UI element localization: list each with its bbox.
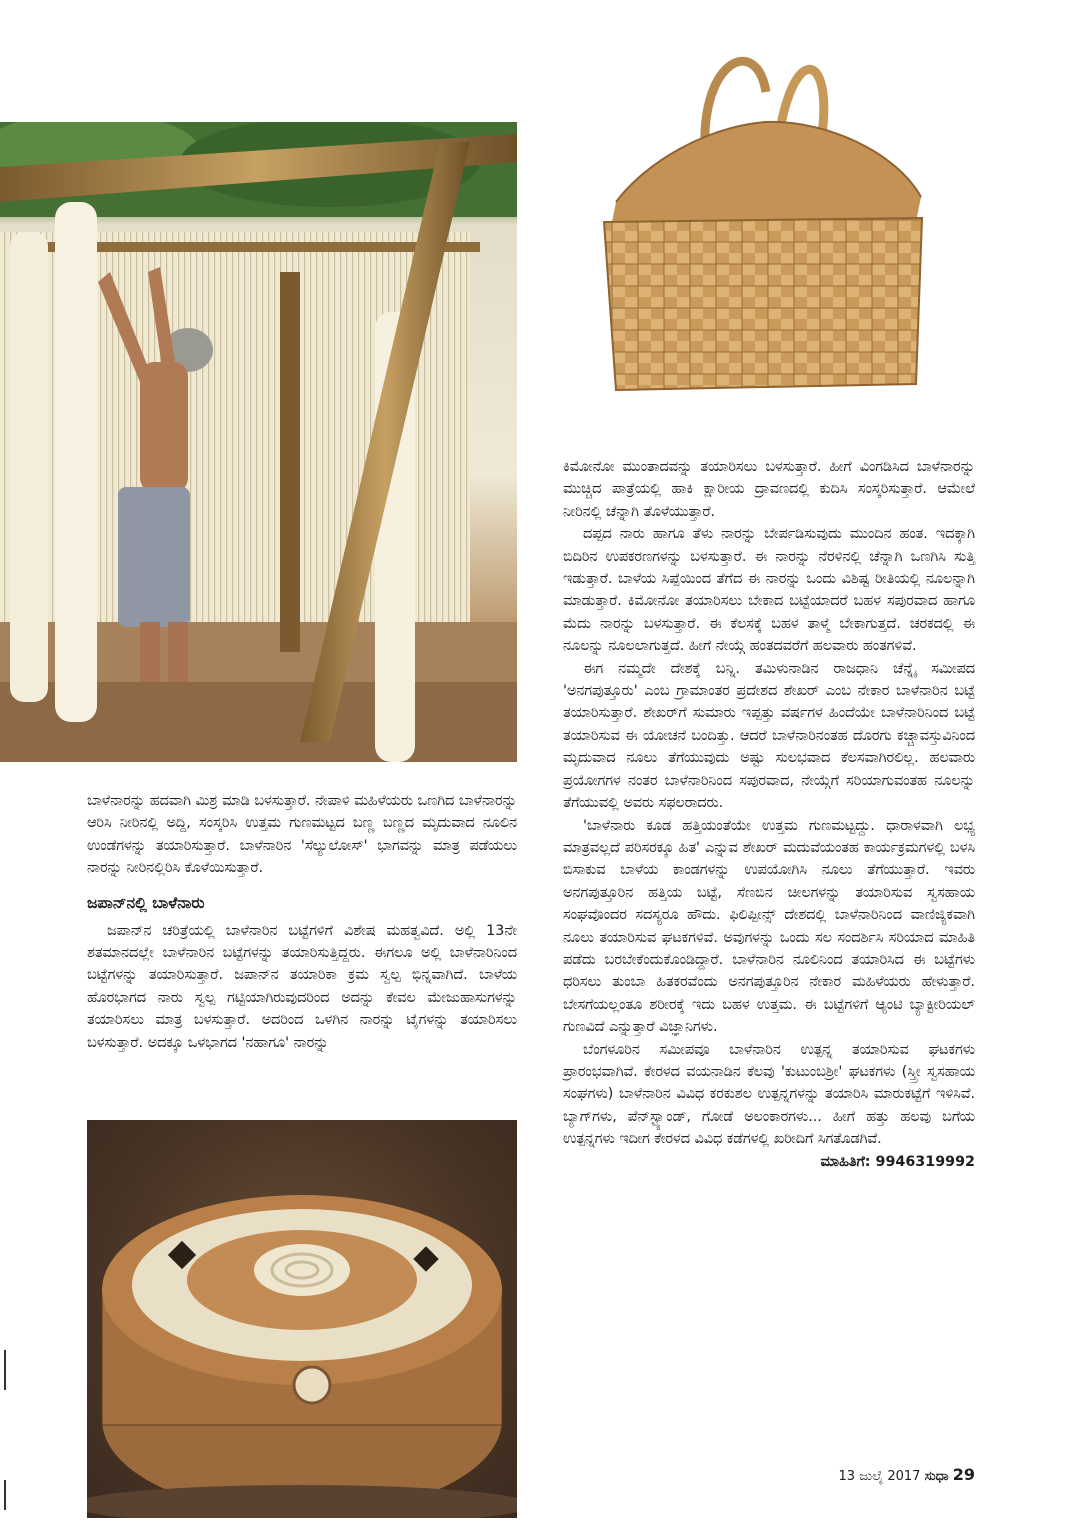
left-paragraph-2: ಜಪಾನ್‌ನ ಚರಿತ್ರೆಯಲ್ಲಿ ಬಾಳೆನಾರಿನ ಬಟ್ಟೆಗಳಿಗೆ ವಿಶೇಷ ಮಹತ್ವವಿದೆ. ಅಲ್ಲಿ 13ನೇ ಶತಮಾನದಲ್ಲೇ ಬಾಳೆನಾರಿನ ಬಟ್ಟೆಗಳನ್ನು ತಯಾರಿಸುತ್ತಿದ್ದರು. ಈಗಲೂ ಅಲ್ಲಿ ಬಾಳೆನಾರಿನಿಂದ ಬಟ್ಟೆಗಳನ್ನು ತಯಾರಿಸುತ್ತಾರೆ. ಜಪಾನ್‌ನ ತಯಾರಿಕಾ ಕ್ರಮ ಸ್ವಲ್ಪ ಭಿನ್ನವಾಗಿದೆ. ಬಾಳೆಯ ಹೊರಭಾಗದ ನಾರು ಸ್ವಲ್ಪ ಗಟ್ಟಿಯಾಗಿರುವುದರಿಂದ ಅದನ್ನು ಕೇವಲ ಮೇಜುಹಾಸುಗಳನ್ನು ತಯಾರಿಸಲು ಮಾತ್ರ ಬಳಸುತ್ತಾರೆ. ಅದರಿಂದ ಒಳಗಿನ ನಾರನ್ನು ಟೈಗಳನ್ನು ತಯಾರಿಸಲು ಬಳಸುತ್ತಾರೆ. ಅದಕ್ಕೂ ಒಳಭಾಗದ 'ನಹಾಗೂ' ನಾರನ್ನು — [87, 922, 517, 1051]
margin-mark — [4, 1480, 6, 1510]
right-paragraph-3: ಈಗ ನಮ್ಮದೇ ದೇಶಕ್ಕೆ ಬನ್ನಿ. ತಮಿಳುನಾಡಿನ ರಾಜಧಾನಿ ಚೆನ್ನೈ ಸಮೀಪದ 'ಅನಗಪುತ್ತೂರು' ಎಂಬ ಗ್ರಾಮಾಂತರ ಪ್ರದೇಶದ ಶೇಖರ್ ಎಂಬ ನೇಕಾರ ಬಾಳೆನಾರಿನ ಬಟ್ಟೆ ತಯಾರಿಸುತ್ತಾರೆ. ಶೇಖರ್‌ಗೆ ಸುಮಾರು ಇಪ್ಪತ್ತು ವರ್ಷಗಳ ಹಿಂದೆಯೇ ಬಾಳೆನಾರಿನಿಂದ ಬಟ್ಟೆ ತಯಾರಿಸುವ ಈ ಯೋಚನೆ ಬಂದಿತ್ತು. ಆದರೆ ಬಾಳೆನಾರಿನಂತಹ ದೊರಗು ಕಚ್ಚಾವಸ್ತುವಿನಿಂದ ಮೃದುವಾದ ನೂಲು ತೆಗೆಯುವುದು ಅಷ್ಟು ಸುಲಭವಾದ ಕೆಲಸವಾಗಿರಲಿಲ್ಲ. ಹಲವಾರು ಪ್ರಯೋಗಗಳ ನಂತರ ಬಾಳೆನಾರಿನಿಂದ ಸಪುರವಾದ, ನೇಯ್ಗೆಗೆ ಸರಿಯಾಗುವಂತಹ ನೂಲನ್ನು ತೆಗೆಯುವಲ್ಲಿ ಅವರು ಸಫಲರಾದರು. — [563, 660, 975, 812]
fibre-drying-illustration — [0, 122, 517, 762]
right-paragraph-1: ಕಿಮೋನೋ ಮುಂತಾದವನ್ನು ತಯಾರಿಸಲು ಬಳಸುತ್ತಾರೆ. ಹೀಗೆ ವಿಂಗಡಿಸಿದ ಬಾಳೆನಾರನ್ನು ಮುಚ್ಚಿದ ಪಾತ್ರೆಯಲ್ಲಿ ಹಾಕಿ ಕ್ಷಾರೀಯ ದ್ರಾವಣದಲ್ಲಿ ಕುದಿಸಿ ಸಂಸ್ಕರಿಸುತ್ತಾರೆ. ಆಮೇಲೆ ನೀರಿನಲ್ಲಿ ಚೆನ್ನಾಗಿ ತೊಳೆಯುತ್ತಾರೆ. — [563, 459, 975, 520]
page-number: 29 — [952, 1465, 975, 1484]
left-article-column — [87, 790, 517, 1054]
section-heading-japan: ಜಪಾನ್‌ನಲ್ಲಿ ಬಾಳೆನಾರು — [87, 893, 205, 912]
right-paragraph-5: ಬೆಂಗಳೂರಿನ ಸಮೀಪವೂ ಬಾಳೆನಾರಿನ ಉತ್ಪನ್ನ ತಯಾರಿಸುವ ಘಟಕಗಳು ಪ್ರಾರಂಭವಾಗಿವೆ. ಕೇರಳದ ವಯನಾಡಿನ ಕೆಲವು 'ಕುಟುಂಬಶ್ರೀ' ಘಟಕಗಳು (ಸ್ತ್ರೀ ಸ್ವಸಹಾಯ ಸಂಘಗಳು) ಬಾಳೆನಾರಿನ ವಿವಿಧ ಕರಕುಶಲ ಉತ್ಪನ್ನಗಳನ್ನು ತಯಾರಿಸಿ ಮಾರುಕಟ್ಟೆಗೆ ಇಳಿಸಿವೆ. ಬ್ಯಾಗ್‌ಗಳು, ಪೆನ್‌ಸ್ಟ್ಯಾಂಡ್, ಗೋಡೆ ಅಲಂಕಾರಗಳು... ಹೀಗೆ ಹತ್ತು ಹಲವು ಬಗೆಯ ಉತ್ಪನ್ನಗಳು ಇದೀಗ ಕೇರಳದ ವಿವಿಧ ಕಡೆಗಳಲ್ಲಿ ಖರೀದಿಗೆ ಸಿಗತೊಡಗಿವೆ. — [563, 1041, 975, 1148]
contact-number: 9946319992 — [875, 1153, 975, 1170]
woven-bag-illustration — [586, 22, 941, 400]
contact-line — [563, 1151, 975, 1173]
fibre-box-illustration — [87, 1120, 517, 1518]
magazine-name: ಸುಧಾ — [924, 1469, 949, 1484]
photo-fibre-drying — [0, 122, 517, 762]
margin-mark — [4, 1350, 6, 1390]
left-paragraph-1: ಬಾಳೆನಾರನ್ನು ಹದವಾಗಿ ಮಿಶ್ರ ಮಾಡಿ ಬಳಸುತ್ತಾರೆ. ನೇಪಾಳಿ ಮಹಿಳೆಯರು ಒಣಗಿದ ಬಾಳೆನಾರನ್ನು ಆರಿಸಿ ನೀರಿನಲ್ಲಿ ಅದ್ದಿ, ಸಂಸ್ಕರಿಸಿ ಉತ್ತಮ ಗುಣಮಟ್ಟದ ಬಣ್ಣ ಬಣ್ಣದ ಮೃದುವಾದ ನೂಲಿನ ಉಂಡೆಗಳನ್ನು ತಯಾರಿಸುತ್ತಾರೆ. ಬಾಳೆನಾರಿನ 'ಸೆಲ್ಯುಲೋಸ್' ಭಾಗವನ್ನು ಮಾತ್ರ ಪಡೆಯಲು ನಾರನ್ನು ನೀರಿನಲ್ಲಿರಿಸಿ ಕೊಳೆಯಿಸುತ್ತಾರೆ. — [87, 793, 517, 877]
contact-label: ಮಾಹಿತಿಗೆ: — [820, 1153, 871, 1170]
right-article-column — [563, 456, 975, 1173]
right-paragraph-2: ದಪ್ಪದ ನಾರು ಹಾಗೂ ತೆಳು ನಾರನ್ನು ಬೇರ್ಪಡಿಸುವುದು ಮುಂದಿನ ಹಂತ. ಇದಕ್ಕಾಗಿ ಬಿದಿರಿನ ಉಪಕರಣಗಳನ್ನು ಬಳಸುತ್ತಾರೆ. ಈ ನಾರನ್ನು ನೆರಳಿನಲ್ಲಿ ಚೆನ್ನಾಗಿ ಒಣಗಿಸಿ ಸುತ್ತಿ ಇಡುತ್ತಾರೆ. ಬಾಳೆಯ ಸಿಪ್ಪೆಯಿಂದ ತೆಗೆದ ಈ ನಾರನ್ನು ಒಂದು ವಿಶಿಷ್ಟ ರೀತಿಯಲ್ಲಿ ನೂಲನ್ನಾಗಿ ಮಾಡುತ್ತಾರೆ. ಕಿಮೋನೋ ತಯಾರಿಸಲು ಬೇಕಾದ ಬಟ್ಟೆಯಾದರೆ ಬಹಳ ಸಪುರವಾದ ಹಾಗೂ ಮೆದು ನಾರನ್ನು ಬಳಸುತ್ತಾರೆ. ಈ ಕೆಲಸಕ್ಕೆ ಬಹಳ ತಾಳ್ಮೆ ಬೇಕಾಗುತ್ತದೆ. ಚರಕದಲ್ಲಿ ಈ ನೂಲನ್ನು ನೂಲಲಾಗುತ್ತದೆ. ಹೀಗೆ ನೇಯ್ಗೆ ಹಂತದವರೆಗೆ ಹಲವಾರು ಹಂತಗಳಿವೆ. — [563, 526, 975, 655]
photo-fibre-box — [87, 1120, 517, 1518]
issue-date: 13 ಜುಲೈ 2017 — [838, 1469, 921, 1484]
photo-woven-bag — [586, 22, 941, 400]
page-footer — [839, 1465, 975, 1484]
right-paragraph-4: 'ಬಾಳೆನಾರು ಕೂಡ ಹತ್ತಿಯಂತೆಯೇ ಉತ್ತಮ ಗುಣಮಟ್ಟದ್ದು. ಧಾರಾಳವಾಗಿ ಲಭ್ಯ ಮಾತ್ರವಲ್ಲದೆ ಪರಿಸರಕ್ಕೂ ಹಿತ' ಎನ್ನುವ ಶೇಖರ್ ಮದುವೆಯಂತಹ ಕಾರ್ಯಕ್ರಮಗಳಲ್ಲಿ ಬಳಸಿ ಬಿಸಾಕುವ ಬಾಳೆಯ ಕಾಂಡಗಳನ್ನು ಉಪಯೋಗಿಸಿ ನೂಲು ತೆಗೆಯುತ್ತಾರೆ. ಇವರು ಅನಗಪುತ್ತೂರಿನ ಹತ್ತಿಯ ಬಟ್ಟೆ, ಸೆಣಬಿನ ಚೀಲಗಳನ್ನು ತಯಾರಿಸುವ ಸ್ವಸಹಾಯ ಸಂಘವೊಂದರ ಸದಸ್ಯರೂ ಹೌದು. ಫಿಲಿಪ್ಪೀನ್ಸ್ ದೇಶದಲ್ಲಿ ಬಾಳೆನಾರಿನಿಂದ ವಾಣಿಜ್ಯಿಕವಾಗಿ ನೂಲು ತಯಾರಿಸುವ ಘಟಕಗಳಿವೆ. ಅವುಗಳನ್ನು ಒಂದು ಸಲ ಸಂದರ್ಶಿಸಿ ಸರಿಯಾದ ಮಾಹಿತಿ ಪಡೆದು ಬರಬೇಕೆಂದುಕೊಂಡಿದ್ದಾರೆ. ಬಾಳೆನಾರಿನ ನೂಲಿನಿಂದ ತಯಾರಿಸಿದ ಈ ಬಟ್ಟೆಗಳು ಧರಿಸಲು ತುಂಬಾ ಹಿತಕರವೆಂದು ಅನಗಪುತ್ತೂರಿನ ನೇಕಾರ ಮಹಿಳೆಯರು ಹೇಳುತ್ತಾರೆ. ಬೇಸಗೆಯಲ್ಲಂತೂ ಶರೀರಕ್ಕೆ ಇದು ಬಹಳ ಉತ್ತಮ. ಈ ಬಟ್ಟೆಗಳಿಗೆ ಆ್ಯಂಟಿ ಬ್ಯಾಕ್ಟೀರಿಯಲ್ ಗುಣವಿದೆ ಎನ್ನುತ್ತಾರೆ ವಿಜ್ಞಾನಿಗಳು. — [563, 817, 975, 1036]
